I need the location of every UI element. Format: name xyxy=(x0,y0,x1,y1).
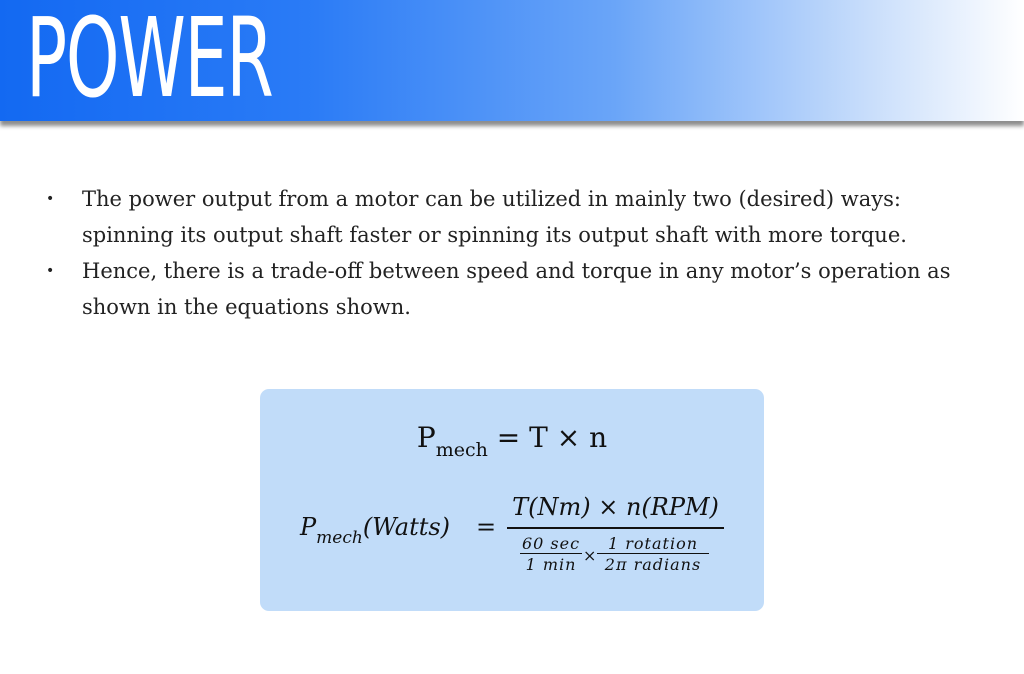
bullet-list xyxy=(44,181,984,325)
eq2-lhs-symbol: P xyxy=(300,513,317,541)
slide-title: POWER xyxy=(26,0,273,122)
eq2-lhs xyxy=(300,513,450,548)
frac1-top: 60 sec xyxy=(521,533,581,553)
eq2-angle-conversion-fraction xyxy=(597,535,709,575)
eq2-numerator: T(Nm) × n(RPM) xyxy=(512,493,719,521)
eq1-lhs: P xyxy=(416,421,436,454)
bullet-item xyxy=(44,253,984,325)
bullet-text: The power output from a motor can be utilized in mainly two (desired) ways: spinning its output shaft faster or spinning its output shaft with more torque. xyxy=(82,187,907,247)
frac1-bottom: 1 min xyxy=(525,554,577,574)
equation-power-watts xyxy=(300,489,740,579)
eq1-rhs: = T × n xyxy=(496,421,608,454)
equation-box xyxy=(260,389,764,611)
eq2-lhs-unit: (Watts) xyxy=(362,513,451,541)
eq1-lhs-subscript: mech xyxy=(435,439,488,461)
frac2-top: 1 rotation xyxy=(608,533,698,553)
eq2-main-fraction xyxy=(507,489,724,575)
title-bar xyxy=(0,0,1024,121)
bullet-dot-icon: • xyxy=(46,263,55,279)
eq2-times-sign: × xyxy=(583,545,598,565)
bullet-item xyxy=(44,181,984,253)
eq2-lhs-subscript: mech xyxy=(316,528,363,548)
equation-power-torque-speed xyxy=(260,421,764,461)
bullet-dot-icon: • xyxy=(46,191,55,207)
eq2-time-conversion-fraction xyxy=(520,535,582,575)
eq2-equals-sign: = xyxy=(476,513,497,541)
eq2-denominator xyxy=(507,529,724,575)
bullet-text: Hence, there is a trade-off between speed and torque in any motor’s operation as shown in the equations shown. xyxy=(82,259,951,319)
frac2-bottom: 2π radians xyxy=(604,554,702,574)
